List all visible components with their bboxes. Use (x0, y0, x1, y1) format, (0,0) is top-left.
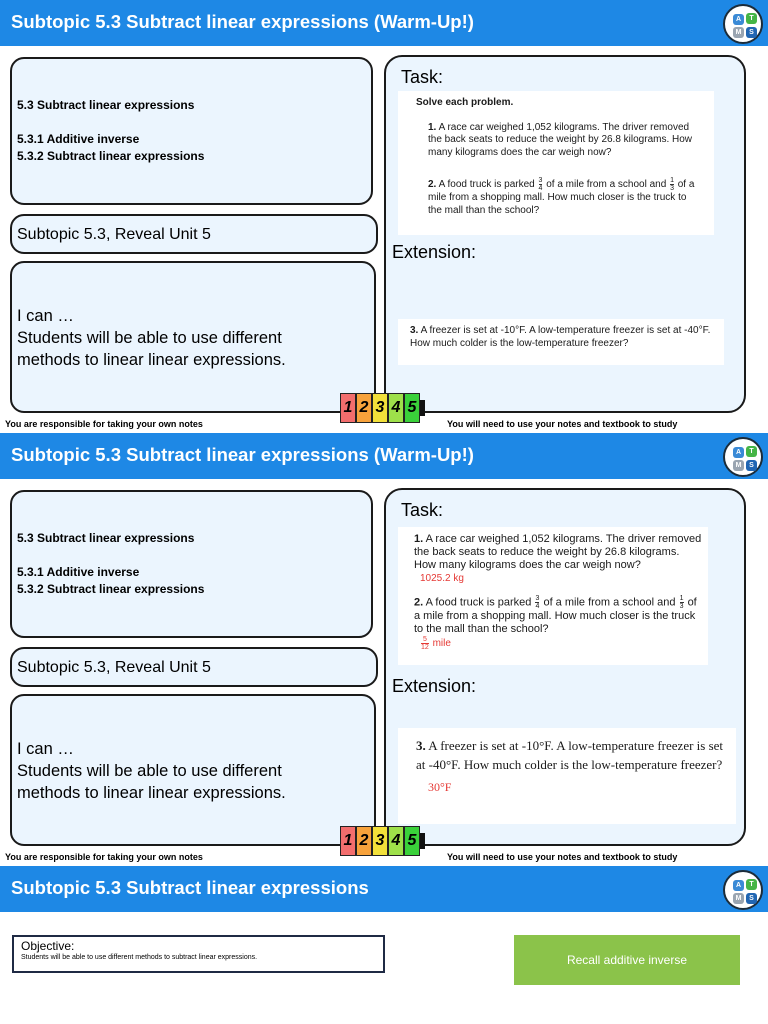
topic-line: 5.3.2 Subtract linear expressions (17, 149, 205, 163)
logo-tile: T (746, 446, 757, 457)
logo-tile: A (733, 880, 744, 891)
problem-2: 2. A food truck is parked $\frac{3}{4}$ of a mile from a school and $\frac{1}{3}$ of a mile from a shopping mall. How much closer is the truck to the mall than the school? (428, 177, 695, 216)
logo-tile: T (746, 879, 757, 890)
slide-header (0, 866, 768, 912)
logo-tile: S (746, 460, 757, 471)
unit-box (10, 214, 378, 254)
extension-heading: Extension: (392, 242, 477, 262)
confidence-scale (340, 826, 425, 856)
scale-cell[interactable]: 5 (404, 826, 420, 856)
slide-title: Subtopic 5.3 Subtract linear expressions (11, 877, 369, 898)
problem-2: 2. A food truck is parked $\frac{3}{4}$ of a mile from a school and $\frac{1}{3}$ of a mile from a shopping mall. How much closer is the truck to the mall than the school? (414, 595, 697, 635)
extension-heading: Extension: (392, 676, 477, 696)
scale-cell[interactable]: 1 (340, 826, 356, 856)
battery-tip (420, 400, 425, 416)
slide-title: Subtopic 5.3 Subtract linear expressions (Warm-Up!) (11, 11, 474, 32)
slide-header (0, 433, 768, 479)
topic-line: 5.3.1 Additive inverse (17, 565, 140, 579)
scale-cell[interactable]: 4 (388, 826, 404, 856)
answer-3: 30°F (428, 780, 452, 794)
scale-cell[interactable]: 3 (372, 393, 388, 423)
i-can-line: Students will be able to use different (17, 329, 282, 347)
logo-tile: M (733, 27, 744, 38)
answers-panel (398, 527, 708, 665)
confidence-scale (340, 393, 425, 423)
logo-tile: S (746, 27, 757, 38)
topics-box (10, 57, 373, 205)
problems-panel (398, 91, 714, 235)
footer-study: You will need to use your notes and textbook to study (447, 419, 678, 429)
scale-cell[interactable]: 2 (356, 393, 372, 423)
slide-warmup-1 (0, 0, 768, 433)
school-logo (723, 437, 763, 477)
footer-notes: You are responsible for taking your own notes (5, 852, 203, 862)
topic-line: 5.3.1 Additive inverse (17, 132, 140, 146)
topic-line: 5.3.2 Subtract linear expressions (17, 582, 205, 596)
i-can-title: I can … (17, 307, 74, 325)
objective-label: Objective: (21, 939, 75, 953)
battery-tip (420, 833, 425, 849)
school-logo (723, 4, 763, 44)
logo-tile: M (733, 460, 744, 471)
problem-3: 3. A freezer is set at -10°F. A low-temperature freezer is set at -40°F. How much colder is the low-temperature freezer? (410, 325, 711, 349)
topic-line: 5.3 Subtract linear expressions (17, 531, 195, 545)
unit-label: Subtopic 5.3, Reveal Unit 5 (17, 226, 211, 243)
scale-cell[interactable]: 4 (388, 393, 404, 423)
slide-title: Subtopic 5.3 Subtract linear expressions (Warm-Up!) (11, 444, 474, 465)
logo-tile: M (733, 893, 744, 904)
task-heading: Task: (401, 67, 444, 87)
slide-header (0, 0, 768, 46)
solve-title: Solve each problem. (416, 97, 514, 108)
logo-tile: T (746, 13, 757, 24)
topic-line: 5.3 Subtract linear expressions (17, 98, 195, 112)
school-logo (723, 870, 763, 910)
objective-text: Students will be able to use different methods to subtract linear expressions. (21, 954, 258, 961)
logo-tile: S (746, 893, 757, 904)
scale-cell[interactable]: 2 (356, 826, 372, 856)
logo-tile: A (733, 14, 744, 25)
recall-additive-inverse-button[interactable]: Recall additive inverse (514, 935, 740, 985)
task-box (384, 488, 746, 846)
unit-label: Subtopic 5.3, Reveal Unit 5 (17, 659, 211, 676)
answer-1: 1025.2 kg (420, 573, 464, 584)
i-can-line: methods to linear linear expressions. (17, 351, 286, 369)
i-can-line: Students will be able to use different (17, 762, 282, 780)
problem-1: 1. A race car weighed 1,052 kilograms. The driver removed the back seats to reduce the weight by 26.8 kilograms. How many kilograms does the car weigh now? (428, 121, 693, 158)
task-heading: Task: (401, 500, 444, 520)
topics-box (10, 490, 373, 638)
objective-box (12, 935, 385, 973)
unit-box (10, 647, 378, 687)
answer-2: $\frac{5}{12}$ mile (421, 636, 451, 651)
slide-warmup-2 (0, 433, 768, 866)
i-can-title: I can … (17, 740, 74, 758)
problem-1: 1. A race car weighed 1,052 kilograms. The driver removed the back seats to reduce the weight by 26.8 kilograms. How many kilograms does the car weigh now? (414, 533, 702, 571)
footer-notes: You are responsible for taking your own notes (5, 419, 203, 429)
scale-cell[interactable]: 5 (404, 393, 420, 423)
footer-study: You will need to use your notes and textbook to study (447, 852, 678, 862)
extension-panel (398, 319, 724, 365)
i-can-box (10, 261, 376, 413)
problem-3: 3. A freezer is set at -10°F. A low-temperature freezer is set at -40°F. How much colder is the low-temperature freezer? (416, 738, 724, 772)
i-can-line: methods to linear linear expressions. (17, 784, 286, 802)
logo-tile: A (733, 447, 744, 458)
i-can-box (10, 694, 376, 846)
scale-cell[interactable]: 1 (340, 393, 356, 423)
extension-panel (398, 728, 736, 824)
task-box (384, 55, 746, 413)
scale-cell[interactable]: 3 (372, 826, 388, 856)
